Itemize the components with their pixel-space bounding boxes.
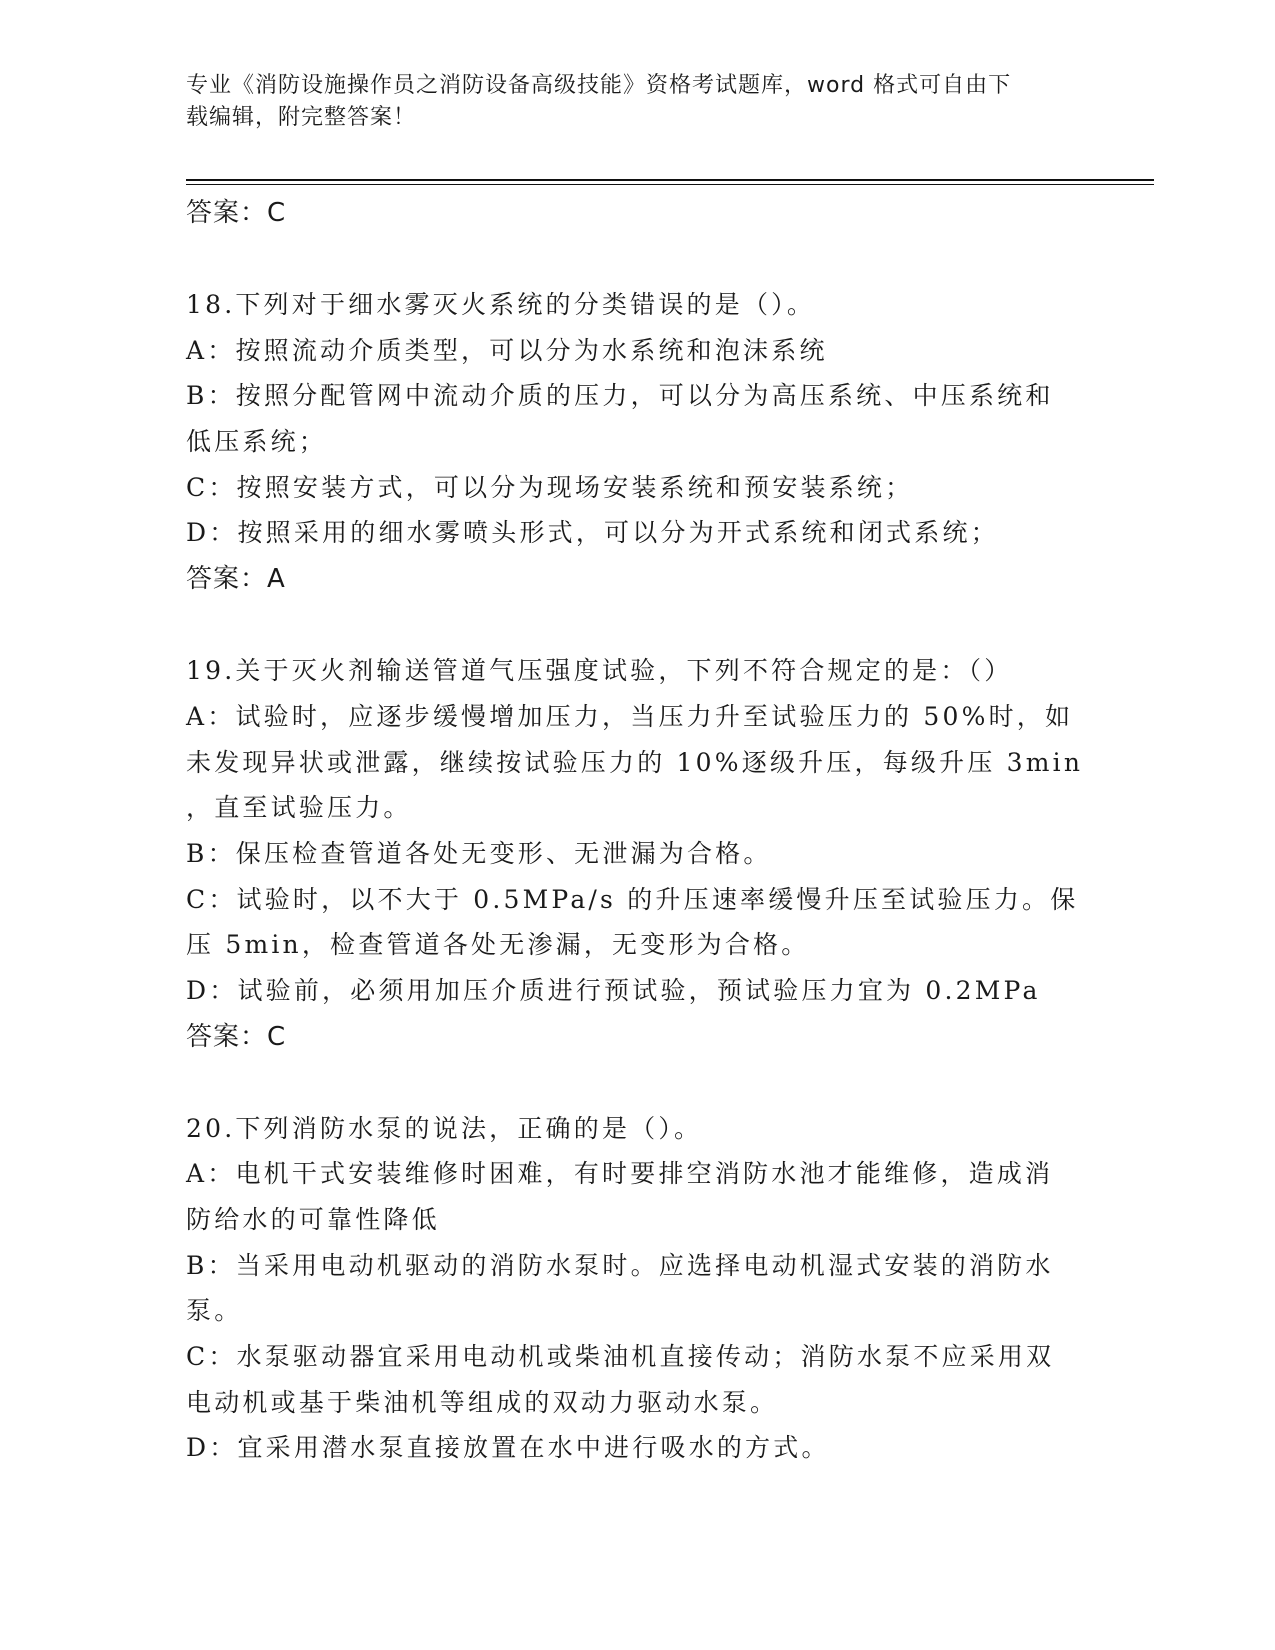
question-19-option-c-cont: 压 5min，检查管道各处无渗漏，无变形为合格。 (186, 930, 810, 960)
question-18-option-a: A：按照流动介质类型，可以分为水系统和泡沫系统 (186, 335, 828, 365)
question-20-option-c: C：水泵驱动器宜采用电动机或柴油机直接传动；消防水泵不应采用双 (186, 1342, 1055, 1372)
document-header (186, 70, 1066, 134)
spacer (186, 236, 1086, 282)
question-20-stem: 20.下列消防水泵的说法，正确的是（）。 (186, 1113, 703, 1143)
question-19-stem: 19.关于灭火剂输送管道气压强度试验，下列不符合规定的是：（） (186, 656, 1013, 686)
question-19-option-a-cont: 未发现异状或泄露，继续按试验压力的 10%逐级升压，每级升压 3min (186, 747, 1084, 777)
question-20-option-a-cont: 防给水的可靠性降低 (186, 1205, 440, 1234)
question-20-option-a: A：电机干式安装维修时困难，有时要排空消防水池才能维修，造成消 (186, 1159, 1054, 1189)
question-18-stem: 18.下列对于细水雾灭火系统的分类错误的是（）。 (186, 290, 816, 319)
question-20-option-b-cont: 泵。 (186, 1296, 243, 1326)
question-20 (186, 1106, 1086, 1472)
question-18-option-b-cont: 低压系统； (186, 427, 328, 457)
question-19 (186, 648, 1086, 1060)
question-18 (186, 282, 1086, 602)
spacer (186, 602, 1086, 648)
answer-19: 答案：C (186, 1021, 287, 1052)
question-20-option-d: D：宜采用潜水泵直接放置在水中进行吸水的方式。 (186, 1433, 830, 1463)
question-20-option-c-cont: 电动机或基于柴油机等组成的双动力驱动水泵。 (186, 1387, 779, 1417)
header-line-1: 专业《消防设施操作员之消防设备高级技能》资格考试题库，word 格式可自由下 (186, 73, 1012, 98)
spacer (186, 1060, 1086, 1106)
question-19-option-a: A：试验时，应逐步缓慢增加压力，当压力升至试验压力的 50%时，如 (186, 701, 1074, 731)
question-19-option-b: B：保压检查管道各处无变形、无泄漏为合格。 (186, 838, 772, 868)
question-18-option-d: D：按照采用的细水雾喷头形式，可以分为开式系统和闭式系统； (186, 518, 999, 548)
question-19-option-c: C：试验时，以不大于 0.5MPa/s 的升压速率缓慢升压至试验压力。保 (186, 884, 1079, 914)
header-divider-thick (186, 179, 1154, 181)
question-18-option-c: C：按照安装方式，可以分为现场安装系统和预安装系统； (186, 472, 914, 502)
question-list (186, 188, 1086, 1471)
answer-18: 答案：A (186, 564, 286, 595)
question-20-option-b: B：当采用电动机驱动的消防水泵时。应选择电动机湿式安装的消防水 (186, 1250, 1054, 1280)
question-18-option-b: B：按照分配管网中流动介质的压力，可以分为高压系统、中压系统和 (186, 381, 1054, 411)
question-19-option-a-cont-2: ，直至试验压力。 (186, 793, 412, 823)
header-divider-thin (186, 184, 1154, 185)
question-19-option-d: D：试验前，必须用加压介质进行预试验，预试验压力宜为 0.2MPa (186, 975, 1041, 1005)
answer-17: 答案：C (186, 198, 287, 228)
header-line-2: 载编辑，附完整答案！ (186, 105, 417, 130)
